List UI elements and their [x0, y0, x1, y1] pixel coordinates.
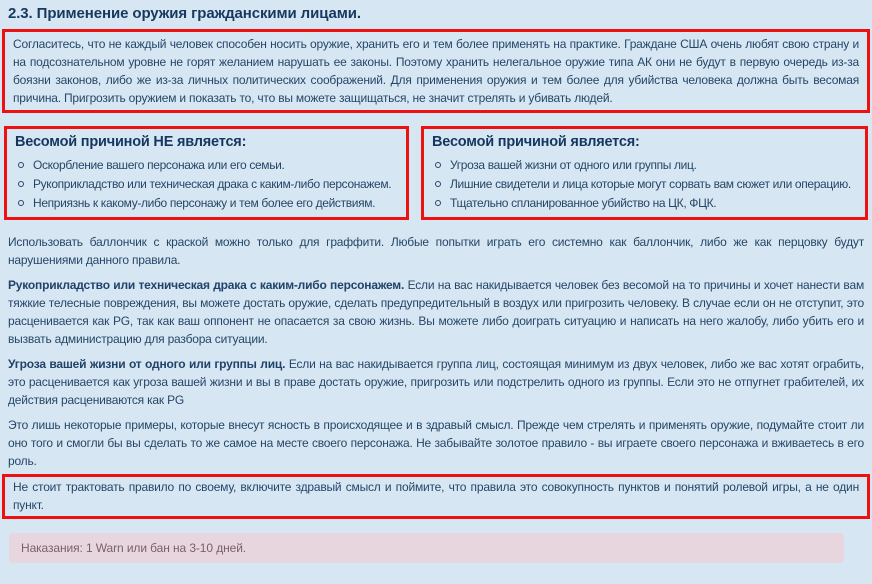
paragraph-lead: Рукоприкладство или техническая драка с каким-либо персонажем.	[8, 278, 405, 292]
intro-text: Согласитесь, что не каждый человек способен носить оружие, хранить его и тем более применять на практике. Граждане США очень любят свою страну и на подсознательном уровне не горят желанием нарушать ее законы. Поэтому хранить нелегальное оружие типа АК они не будут в первую очередь из-за боязни законов, либо же из-за личных политических соображений. Для применения оружия и тем более для убийства человека должна быть весомая причина. Пригрозить оружием и показать то, что вы можете защищаться, не значит стрелять и убивать людей.	[13, 37, 859, 105]
list-item	[430, 194, 861, 212]
intro-box	[2, 29, 870, 113]
list-item	[430, 156, 861, 174]
list-item-text: Тщательно спланированное убийство на ЦК, ФЦК.	[450, 196, 717, 210]
circle-bullet-icon	[435, 162, 441, 168]
section-title: 2.3. Применение оружия гражданскими лицами.	[8, 5, 361, 22]
circle-bullet-icon	[435, 181, 441, 187]
circle-bullet-icon	[18, 200, 24, 206]
paragraph-text: Если на вас накидывается группа лиц, состоящая минимум из двух человек, либо же вас хотят ограбить, это расценивается как угроза вашей жизни и вы в праве достать оружие, пригрозить или подстрелить одного из группы. Если это не отпугнет грабителей, их действия расцениваются как PG	[8, 357, 864, 407]
paragraph-text: Если на вас накидывается человек без весомой на то причины и хочет нанести вам тяжкие телесные повреждения, вы можете достать оружие, сделать предупредительный в воздух или пригрозить человеку. В случае если он не отступит, это расценивается как PG, так как ваш оппонент не опасается за свою жизнь. Вы можете либо доиграть ситуацию и написать на него жалобу, либо убить его и вызвать администрацию для разбора ситуации.	[8, 278, 864, 346]
paragraph-examples	[8, 416, 864, 470]
list-item	[13, 194, 402, 212]
valid-reason-list	[430, 156, 861, 212]
warning-text: Не стоит трактовать правило по своему, включите здравый смысл и поймите, что правила это совокупность пунктов и понятий ролевой игры, а не один пункт.	[13, 480, 859, 512]
punishment-text: Наказания: 1 Warn или бан на 3-10 дней.	[21, 541, 247, 555]
paragraph-spray-can	[8, 233, 864, 269]
list-item-text: Рукоприкладство или техническая драка с каким-либо персонажем.	[33, 177, 392, 191]
paragraph-text: Это лишь некоторые примеры, которые внесут ясность в происходящее и в здравый смысл. Прежде чем стрелять и применять оружие, подумайте стоит ли оно того и смогли бы вы сделать то же самое на месте своего персонажа. Не забывайте золотое правило - вы играете своего персонажа и вживаетесь в его роль.	[8, 418, 864, 468]
paragraph-text: Использовать баллончик с краской можно только для граффити. Любые попытки играть его системно как баллончик, либо же как перцовку будут нарушениями данного правила.	[8, 235, 864, 267]
valid-reason-title: Весомой причиной является:	[432, 134, 640, 150]
list-item	[13, 175, 402, 193]
paragraph-life-threat	[8, 355, 864, 409]
reason-boxes-row	[2, 126, 870, 220]
paragraph-fistfight	[8, 276, 864, 348]
not-valid-reason-list	[13, 156, 402, 212]
not-valid-reason-title: Весомой причиной НЕ является:	[15, 134, 247, 150]
valid-reason-box	[421, 126, 868, 220]
paragraph-lead: Угроза вашей жизни от одного или группы лиц.	[8, 357, 286, 371]
list-item-text: Оскорбление вашего персонажа или его семьи.	[33, 158, 285, 172]
list-item	[430, 175, 861, 193]
not-valid-reason-box	[4, 126, 409, 220]
list-item	[13, 156, 402, 174]
list-item-text: Неприязнь к какому-либо персонажу и тем более его действиям.	[33, 196, 376, 210]
circle-bullet-icon	[18, 181, 24, 187]
punishment-alert	[9, 533, 844, 563]
list-item-text: Лишние свидетели и лица которые могут сорвать вам сюжет или операцию.	[450, 177, 851, 191]
list-item-text: Угроза вашей жизни от одного или группы лиц.	[450, 158, 697, 172]
rules-page	[0, 5, 872, 563]
warning-box	[2, 474, 870, 519]
circle-bullet-icon	[435, 200, 441, 206]
circle-bullet-icon	[18, 162, 24, 168]
